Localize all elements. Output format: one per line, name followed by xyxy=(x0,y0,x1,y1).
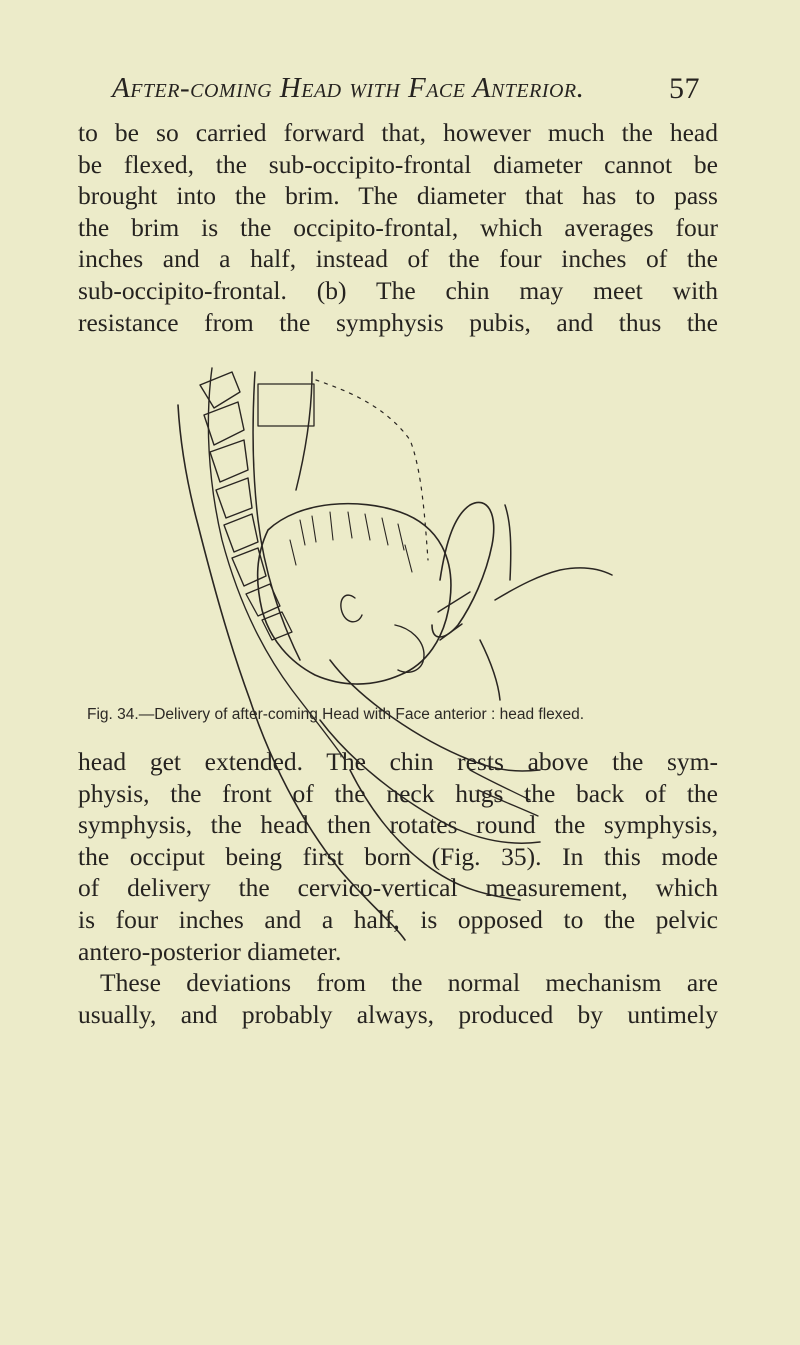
pubic-box xyxy=(258,384,314,426)
pubic-bone-lower xyxy=(480,640,500,700)
text-line: is four inches and a half, is opposed to the pelvic xyxy=(78,904,718,934)
hair-hatching xyxy=(290,512,412,572)
text-line: the brim is the occipito-frontal, which averages four xyxy=(78,212,718,242)
page-number: 57 xyxy=(669,72,700,105)
figure-caption: Fig. 34.—Delivery of after-coming Head with Face anterior : head flexed. xyxy=(87,706,585,723)
text-line: to be so carried forward that, however much the head xyxy=(78,118,718,147)
text-line: physis, the front of the neck hugs the back of the xyxy=(78,778,718,808)
text-line: antero-posterior diameter. xyxy=(78,936,342,966)
fetal-body-right xyxy=(296,372,312,490)
text-line: the occiput being first born (Fig. 35). In this mode xyxy=(78,841,718,871)
paragraph-bottom xyxy=(78,746,718,1030)
text-line: head get extended. The chin rests above the sym- xyxy=(78,747,718,776)
fetal-body-left xyxy=(253,372,300,660)
text-line: resistance from the symphysis pubis, and thus the xyxy=(78,307,718,337)
text-line: usually, and probably always, produced by untimely xyxy=(78,999,718,1029)
pubic-ramus-lower xyxy=(495,568,612,600)
coccyx xyxy=(246,584,292,640)
pelvis-outline-inner xyxy=(208,368,345,760)
neck-front xyxy=(438,592,470,640)
sacrum xyxy=(200,372,266,586)
text-line: of delivery the cervico-vertical measurement, which xyxy=(78,873,718,903)
text-line: sub-occipito-frontal. (b) The chin may meet with xyxy=(78,275,718,305)
text-line: be flexed, the sub-occipito-frontal diameter cannot be xyxy=(78,149,718,179)
running-head xyxy=(112,72,712,108)
text-line: symphysis, the head then rotates round the symphysis, xyxy=(78,810,718,840)
pubic-ramus-top xyxy=(505,505,511,580)
paragraph-top xyxy=(78,117,718,338)
text-line: brought into the brim. The diameter that has to pass xyxy=(78,181,718,211)
text-line: These deviations from the normal mechanism are xyxy=(100,968,718,998)
text-line: inches and a half, instead of the four inches of the xyxy=(78,244,718,274)
ear xyxy=(341,595,362,622)
fetal-head xyxy=(258,504,451,684)
running-head-title: After-coming Head with Face Anterior. xyxy=(112,72,585,104)
chin xyxy=(395,625,424,672)
symphysis-pubis xyxy=(432,502,494,637)
